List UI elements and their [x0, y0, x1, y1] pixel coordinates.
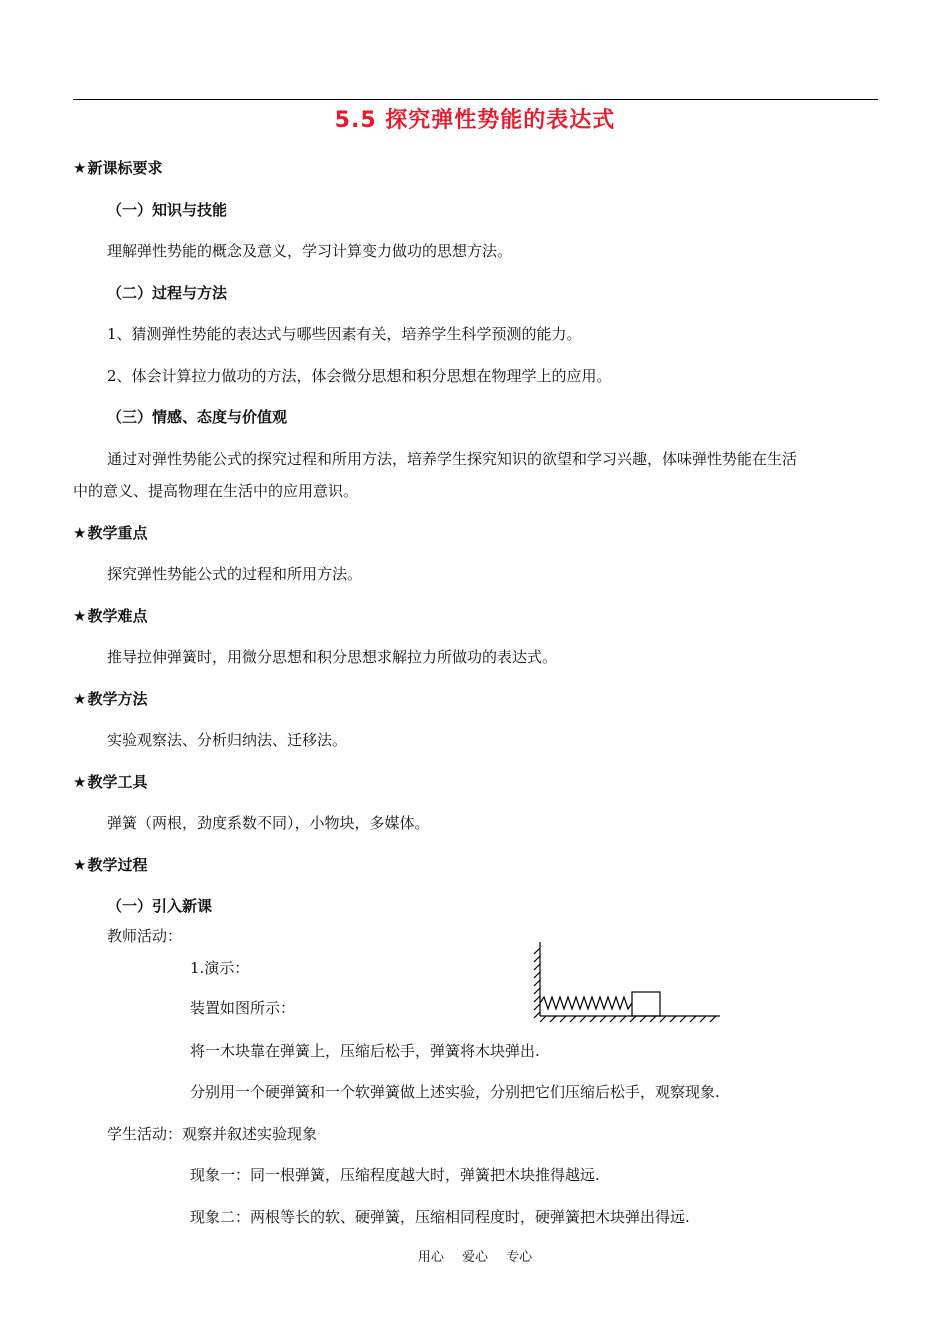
section-heading-process: ★教学过程 — [73, 856, 148, 874]
section-heading-standards: ★新课标要求 — [73, 159, 163, 177]
student-activity-text: 学生活动：观察并叙述实验现象 — [107, 1125, 318, 1143]
star-icon: ★ — [73, 607, 87, 625]
page-footer: 用心 爱心 专心 — [417, 1250, 533, 1265]
section-heading-key-points: ★教学重点 — [73, 524, 148, 542]
star-icon: ★ — [73, 690, 87, 708]
list-item: 2、体会计算拉力做功的方法，体会微分思想和积分思想在物理学上的应用。 — [107, 367, 612, 385]
demo-label: 1.演示： — [190, 959, 250, 977]
teacher-activity-label: 教师活动： — [107, 927, 183, 945]
setup-text: 装置如图所示： — [190, 999, 296, 1017]
wall-hatching — [534, 948, 540, 1018]
paragraph-tools: 弹簧（两根，劲度系数不同），小物块，多媒体。 — [107, 814, 430, 832]
section-heading-methods: ★教学方法 — [73, 690, 148, 708]
paragraph-attitude-line2: 中的意义、提高物理在生活中的应用意识。 — [73, 482, 359, 500]
floor-hatching — [540, 1016, 716, 1022]
paragraph-difficulties: 推导拉伸弹簧时，用微分思想和积分思想求解拉力所做功的表达式。 — [107, 648, 558, 666]
page-title: 5.5 探究弹性势能的表达式 — [334, 108, 616, 133]
step1-text: 将一木块靠在弹簧上，压缩后松手，弹簧将木块弹出. — [190, 1042, 540, 1060]
star-icon: ★ — [73, 856, 87, 874]
spring-coil — [540, 997, 632, 1009]
paragraph-attitude-line1: 通过对弹性势能公式的探究过程和所用方法，培养学生探究知识的欲望和学习兴趣，体味弹性势能在生活 — [107, 450, 798, 468]
phenomenon2-text: 现象二：两根等长的软、硬弹簧，压缩相同程度时，硬弹簧把木块弹出得远. — [190, 1208, 690, 1226]
paragraph-key-points: 探究弹性势能公式的过程和所用方法。 — [107, 565, 363, 583]
subheading-attitude: （三）情感、态度与价值观 — [107, 408, 288, 426]
star-icon: ★ — [73, 159, 87, 177]
spring-block-diagram — [530, 940, 730, 1030]
list-item: 1、猜测弹性势能的表达式与哪些因素有关，培养学生科学预测的能力。 — [107, 325, 582, 343]
wooden-block — [632, 992, 660, 1016]
subheading-intro: （一）引入新课 — [107, 897, 213, 915]
star-icon: ★ — [73, 773, 87, 791]
section-heading-tools: ★教学工具 — [73, 773, 148, 791]
section-heading-difficulties: ★教学难点 — [73, 607, 148, 625]
header-rule — [73, 99, 878, 100]
subheading-process: （二）过程与方法 — [107, 284, 228, 302]
subheading-knowledge: （一）知识与技能 — [107, 201, 228, 219]
star-icon: ★ — [73, 524, 87, 542]
paragraph-knowledge: 理解弹性势能的概念及意义，学习计算变力做功的思想方法。 — [107, 242, 513, 260]
paragraph-methods: 实验观察法、分析归纳法、迁移法。 — [107, 731, 348, 749]
phenomenon1-text: 现象一：同一根弹簧，压缩程度越大时，弹簧把木块推得越远. — [190, 1166, 600, 1184]
step2-text: 分别用一个硬弹簧和一个软弹簧做上述实验，分别把它们压缩后松手，观察现象. — [190, 1083, 720, 1101]
